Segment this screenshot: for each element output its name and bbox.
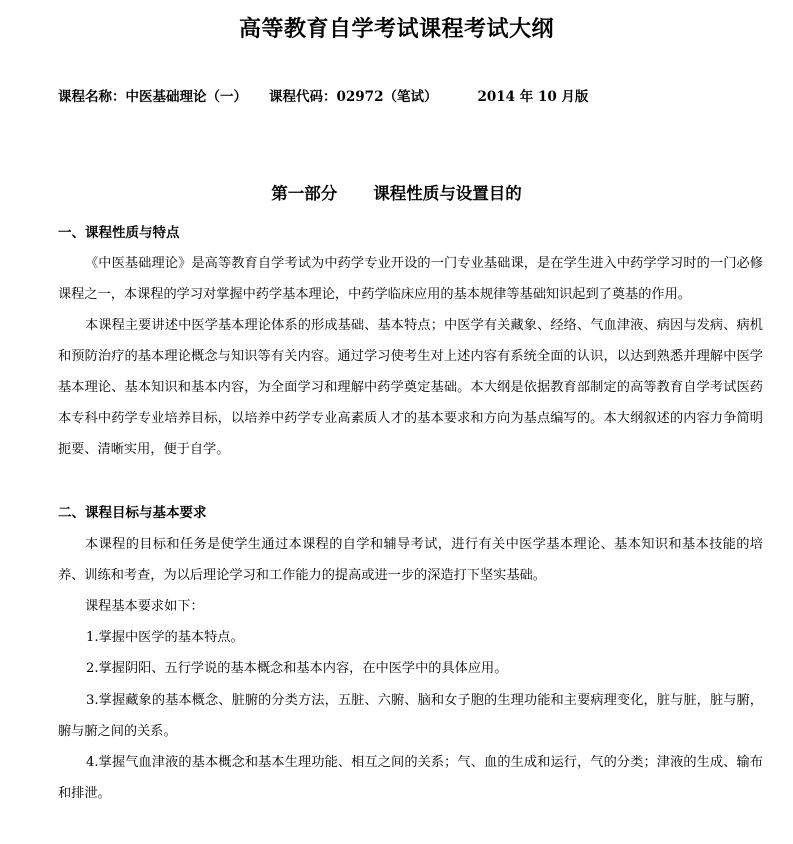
course-meta-line	[58, 86, 588, 108]
section-heading-nature: 一、课程性质与特点	[58, 225, 180, 241]
requirement-item: 3.掌握藏象的基本概念、脏腑的分类方法，五脏、六腑、脑和女子胞的生理功能和主要病理变化，脏与脏，脏与腑，腑与腑之间的关系。	[58, 693, 763, 739]
paragraph: 课程基本要求如下：	[85, 599, 204, 614]
course-code: 课程代码：02972（笔试）	[269, 89, 438, 105]
course-name: 课程名称：中医基础理论（一）	[58, 89, 247, 105]
paragraph: 《中医基础理论》是高等教育自学考试为中药学专业开设的一门专业基础课，是在学生进入中药学学习时的一门必修课程之一，本课程的学习对掌握中药学基本理论，中药学临床应用的基本规律等基础知识起到了奠基的作用。	[58, 256, 763, 302]
section-heading-goals: 二、课程目标与基本要求	[58, 505, 207, 521]
part-heading	[0, 181, 793, 207]
document-title: 高等教育自学考试课程考试大纲	[238, 16, 554, 42]
requirement-item: 2.掌握阴阳、五行学说的基本概念和基本内容，在中医学中的具体应用。	[86, 661, 508, 676]
paragraph: 本课程主要讲述中医学基本理论体系的形成基础、基本特点；中医学有关藏象、经络、气血津液、病因与发病、病机和预防治疗的基本理论概念与知识等有关内容。通过学习使考生对上述内容有系统全面的认识，以达到熟悉并理解中医学基本理论、基本知识和基本内容，为全面学习和理解中药学奠定基础。本大纲是依据教育部制定的高等教育自学考试医药本专科中药学专业培养目标，以培养中药学专业高素质人才的基本要求和方向为基点编写的。本大纲叙述的内容力争简明扼要、清晰实用，便于自学。	[58, 318, 763, 457]
part-title: 课程性质与设置目的	[373, 184, 522, 203]
part-number: 第一部分	[271, 184, 338, 203]
edition-date: 2014 年 10 月版	[477, 89, 589, 105]
requirement-item: 1.掌握中医学的基本特点。	[86, 630, 244, 645]
paragraph: 本课程的目标和任务是使学生通过本课程的自学和辅导考试，进行有关中医学基本理论、基本知识和基本技能的培养、训练和考查，为以后理论学习和工作能力的提高或进一步的深造打下坚实基础。	[58, 537, 763, 583]
requirement-item: 4.掌握气血津液的基本概念和基本生理功能、相互之间的关系；气、血的生成和运行，气的分类；津液的生成、输布和排泄。	[58, 755, 763, 801]
